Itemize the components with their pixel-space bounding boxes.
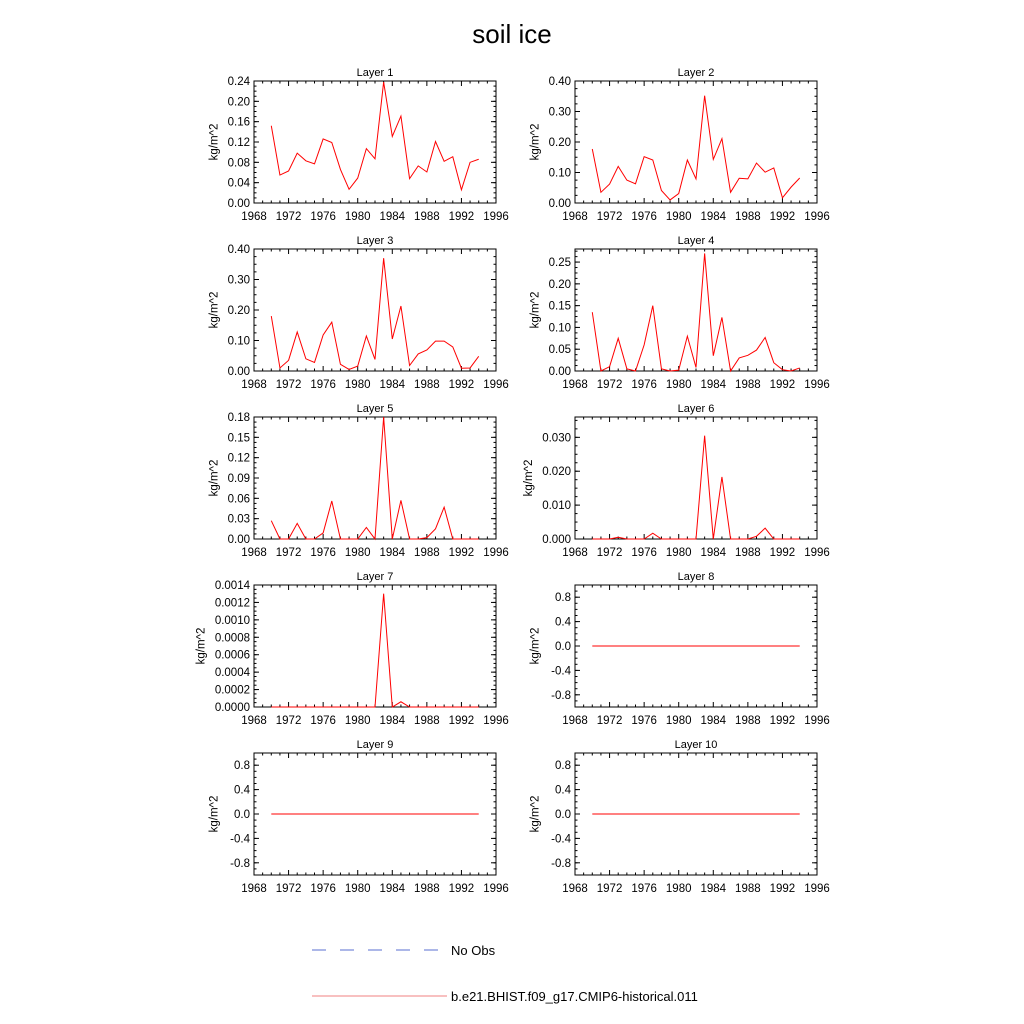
y-tick-label: 0.000 [542,534,571,546]
y-axis-label: kg/m^2 [529,123,542,161]
x-tick-label: 1972 [596,547,623,559]
x-tick-label: 1976 [631,883,657,895]
y-tick-label: 0.20 [227,96,250,109]
x-tick-label: 1988 [414,547,440,559]
panel-layer-8 [530,571,830,727]
y-axis-label: kg/m^2 [529,627,542,665]
y-axis-label: kg/m^2 [529,795,542,833]
x-tick-label: 1984 [700,379,727,391]
x-tick-label: 1968 [562,547,588,559]
y-tick-label: 0.00 [548,366,571,378]
plot-frame [254,249,496,371]
y-tick-label: 0.0008 [214,632,250,645]
x-tick-label: 1980 [665,883,692,895]
x-tick-label: 1980 [665,547,692,559]
y-tick-label: -0.8 [230,857,250,870]
panel-layer-10 [530,739,830,895]
x-tick-label: 1984 [379,547,406,559]
x-tick-label: 1996 [804,211,830,223]
panel-title: Layer 6 [677,403,715,415]
panel-layer-9 [209,739,509,895]
y-tick-label: 0.24 [227,76,250,88]
series-line-layer-7 [271,594,478,707]
y-tick-label: 0.40 [548,76,571,88]
panel-title: Layer 4 [677,235,715,247]
y-tick-label: 0.20 [227,305,250,317]
y-tick-label: -0.4 [551,833,571,846]
y-tick-label: 0.10 [548,167,571,180]
x-tick-label: 1972 [275,211,302,223]
y-axis-label: kg/m^2 [208,291,221,329]
series-line-layer-2 [592,96,799,200]
legend [312,943,698,1004]
x-tick-label: 1988 [414,211,440,223]
x-tick-label: 1988 [735,379,761,391]
panel-title: Layer 5 [356,403,394,415]
series-line-layer-4 [592,253,799,371]
y-tick-label: 0.00 [227,534,250,546]
x-tick-label: 1976 [310,547,336,559]
series-line-layer-5 [271,417,478,539]
x-tick-label: 1992 [769,547,796,559]
y-tick-label: 0.020 [542,466,571,479]
x-tick-label: 1968 [562,715,588,727]
y-tick-label: 0.25 [548,257,571,270]
x-tick-label: 1984 [700,883,727,895]
y-tick-label: 0.08 [227,157,250,170]
x-tick-label: 1992 [448,883,475,895]
y-tick-label: 0.15 [227,432,250,445]
x-tick-label: 1972 [275,547,302,559]
y-tick-label: 0.0006 [214,649,250,662]
x-tick-label: 1988 [735,883,761,895]
x-tick-label: 1988 [414,883,440,895]
y-axis-label: kg/m^2 [529,291,542,329]
x-tick-label: 1968 [562,211,588,223]
x-tick-label: 1996 [804,715,830,727]
x-tick-label: 1996 [483,211,509,223]
y-tick-label: 0.8 [555,760,571,773]
x-tick-label: 1972 [275,883,302,895]
x-tick-label: 1996 [804,379,830,391]
y-tick-label: 0.20 [548,278,571,291]
x-tick-label: 1984 [379,715,406,727]
x-tick-label: 1980 [344,379,371,391]
x-tick-label: 1984 [700,715,727,727]
y-tick-label: 0.0 [234,809,250,821]
x-tick-label: 1976 [310,379,336,391]
y-tick-label: 0.00 [227,198,250,210]
y-axis-label: kg/m^2 [208,459,221,497]
x-tick-label: 1996 [483,883,509,895]
y-tick-label: 0.30 [548,106,571,119]
y-tick-label: -0.8 [551,689,571,702]
panel-title: Layer 2 [677,67,715,79]
x-tick-label: 1992 [769,379,796,391]
x-tick-label: 1988 [414,715,440,727]
x-tick-label: 1968 [241,547,267,559]
panel-layer-2 [530,67,830,223]
y-tick-label: -0.4 [551,665,571,678]
x-tick-label: 1996 [804,883,830,895]
x-tick-label: 1976 [631,715,657,727]
panel-layer-3 [209,235,509,391]
x-tick-label: 1992 [448,379,475,391]
y-tick-label: 0.4 [555,616,571,629]
x-tick-label: 1980 [344,547,371,559]
series-line-layer-3 [271,258,478,369]
x-tick-label: 1984 [379,379,406,391]
x-tick-label: 1980 [344,715,371,727]
x-tick-label: 1992 [448,547,475,559]
x-tick-label: 1968 [241,883,267,895]
panel-layer-6 [523,403,830,559]
y-tick-label: 0.0 [555,809,571,821]
y-tick-label: 0.16 [227,116,250,129]
panel-title: Layer 9 [356,739,394,751]
y-tick-label: 0.030 [542,432,571,445]
x-tick-label: 1976 [631,547,657,559]
y-tick-label: 0.4 [234,784,250,797]
y-tick-label: 0.8 [234,760,250,773]
x-tick-label: 1968 [241,211,267,223]
panels [195,67,829,895]
x-tick-label: 1972 [596,883,623,895]
x-tick-label: 1992 [448,715,475,727]
y-tick-label: 0.40 [227,244,250,256]
y-tick-label: 0.12 [227,452,250,465]
y-tick-label: 0.18 [227,412,250,424]
y-tick-label: 0.0010 [214,614,250,627]
x-tick-label: 1984 [700,211,727,223]
panel-layer-1 [209,67,509,223]
x-tick-label: 1968 [241,379,267,391]
y-tick-label: 0.10 [548,322,571,335]
y-tick-label: 0.20 [548,137,571,149]
panel-title: Layer 8 [677,571,715,583]
x-tick-label: 1984 [379,883,406,895]
x-tick-label: 1988 [735,715,761,727]
x-tick-label: 1996 [804,547,830,559]
series-line-layer-1 [271,82,478,190]
x-tick-label: 1968 [562,883,588,895]
panel-layer-7 [195,571,508,727]
x-tick-label: 1988 [735,547,761,559]
y-tick-label: 0.03 [227,513,250,526]
y-tick-label: 0.06 [227,493,250,506]
x-tick-label: 1988 [735,211,761,223]
x-tick-label: 1992 [769,211,796,223]
x-tick-label: 1984 [700,547,727,559]
x-tick-label: 1980 [665,211,692,223]
figure-title: soil ice [472,19,552,49]
x-tick-label: 1980 [665,379,692,391]
x-tick-label: 1980 [665,715,692,727]
panel-title: Layer 10 [674,739,718,751]
x-tick-label: 1976 [631,379,657,391]
plot-frame [254,585,496,707]
x-tick-label: 1992 [769,883,796,895]
x-tick-label: 1972 [275,379,302,391]
x-tick-label: 1996 [483,379,509,391]
x-tick-label: 1992 [769,715,796,727]
x-tick-label: 1976 [310,715,336,727]
y-tick-label: -0.8 [551,857,571,870]
y-tick-label: 0.12 [227,137,250,149]
plot-frame [575,81,817,203]
y-tick-label: 0.10 [227,335,250,348]
x-tick-label: 1988 [414,379,440,391]
y-tick-label: 0.15 [548,300,571,313]
x-tick-label: 1980 [344,883,371,895]
y-axis-label: kg/m^2 [195,627,208,665]
panel-title: Layer 1 [356,67,394,79]
x-tick-label: 1980 [344,211,371,223]
plot-frame [575,417,817,539]
y-tick-label: 0.00 [227,366,250,378]
plot-frame [254,417,496,539]
x-tick-label: 1972 [275,715,302,727]
y-tick-label: 0.0012 [214,597,250,610]
x-tick-label: 1984 [379,211,406,223]
plot-frame [575,249,817,371]
legend-label-no-obs: No Obs [451,943,496,958]
series-line-layer-6 [592,436,799,539]
x-tick-label: 1996 [483,715,509,727]
y-tick-label: 0.0002 [214,684,250,697]
y-tick-label: 0.0 [555,641,571,653]
legend-label-model: b.e21.BHIST.f09_g17.CMIP6-historical.011 [451,989,698,1004]
y-tick-label: 0.0000 [214,702,250,714]
y-tick-label: 0.30 [227,274,250,287]
y-tick-label: 0.04 [227,177,250,190]
panel-title: Layer 7 [356,571,394,583]
x-tick-label: 1976 [631,211,657,223]
x-tick-label: 1972 [596,715,623,727]
y-tick-label: 0.0014 [214,580,250,592]
x-tick-label: 1996 [483,547,509,559]
y-tick-label: -0.4 [230,833,250,846]
y-tick-label: 0.4 [555,784,571,797]
y-tick-label: 0.8 [555,592,571,605]
x-tick-label: 1976 [310,211,336,223]
x-tick-label: 1992 [448,211,475,223]
y-tick-label: 0.010 [542,500,571,513]
x-tick-label: 1976 [310,883,336,895]
panel-layer-4 [530,235,830,391]
y-axis-label: kg/m^2 [523,459,535,497]
panel-layer-5 [209,403,509,559]
y-axis-label: kg/m^2 [208,123,221,161]
y-tick-label: 0.0004 [214,667,250,680]
x-tick-label: 1968 [562,379,588,391]
y-tick-label: 0.00 [548,198,571,210]
panel-title: Layer 3 [356,235,394,247]
y-tick-label: 0.05 [548,344,571,357]
y-tick-label: 0.09 [227,473,250,485]
y-axis-label: kg/m^2 [208,795,221,833]
x-tick-label: 1968 [241,715,267,727]
x-tick-label: 1972 [596,211,623,223]
x-tick-label: 1972 [596,379,623,391]
